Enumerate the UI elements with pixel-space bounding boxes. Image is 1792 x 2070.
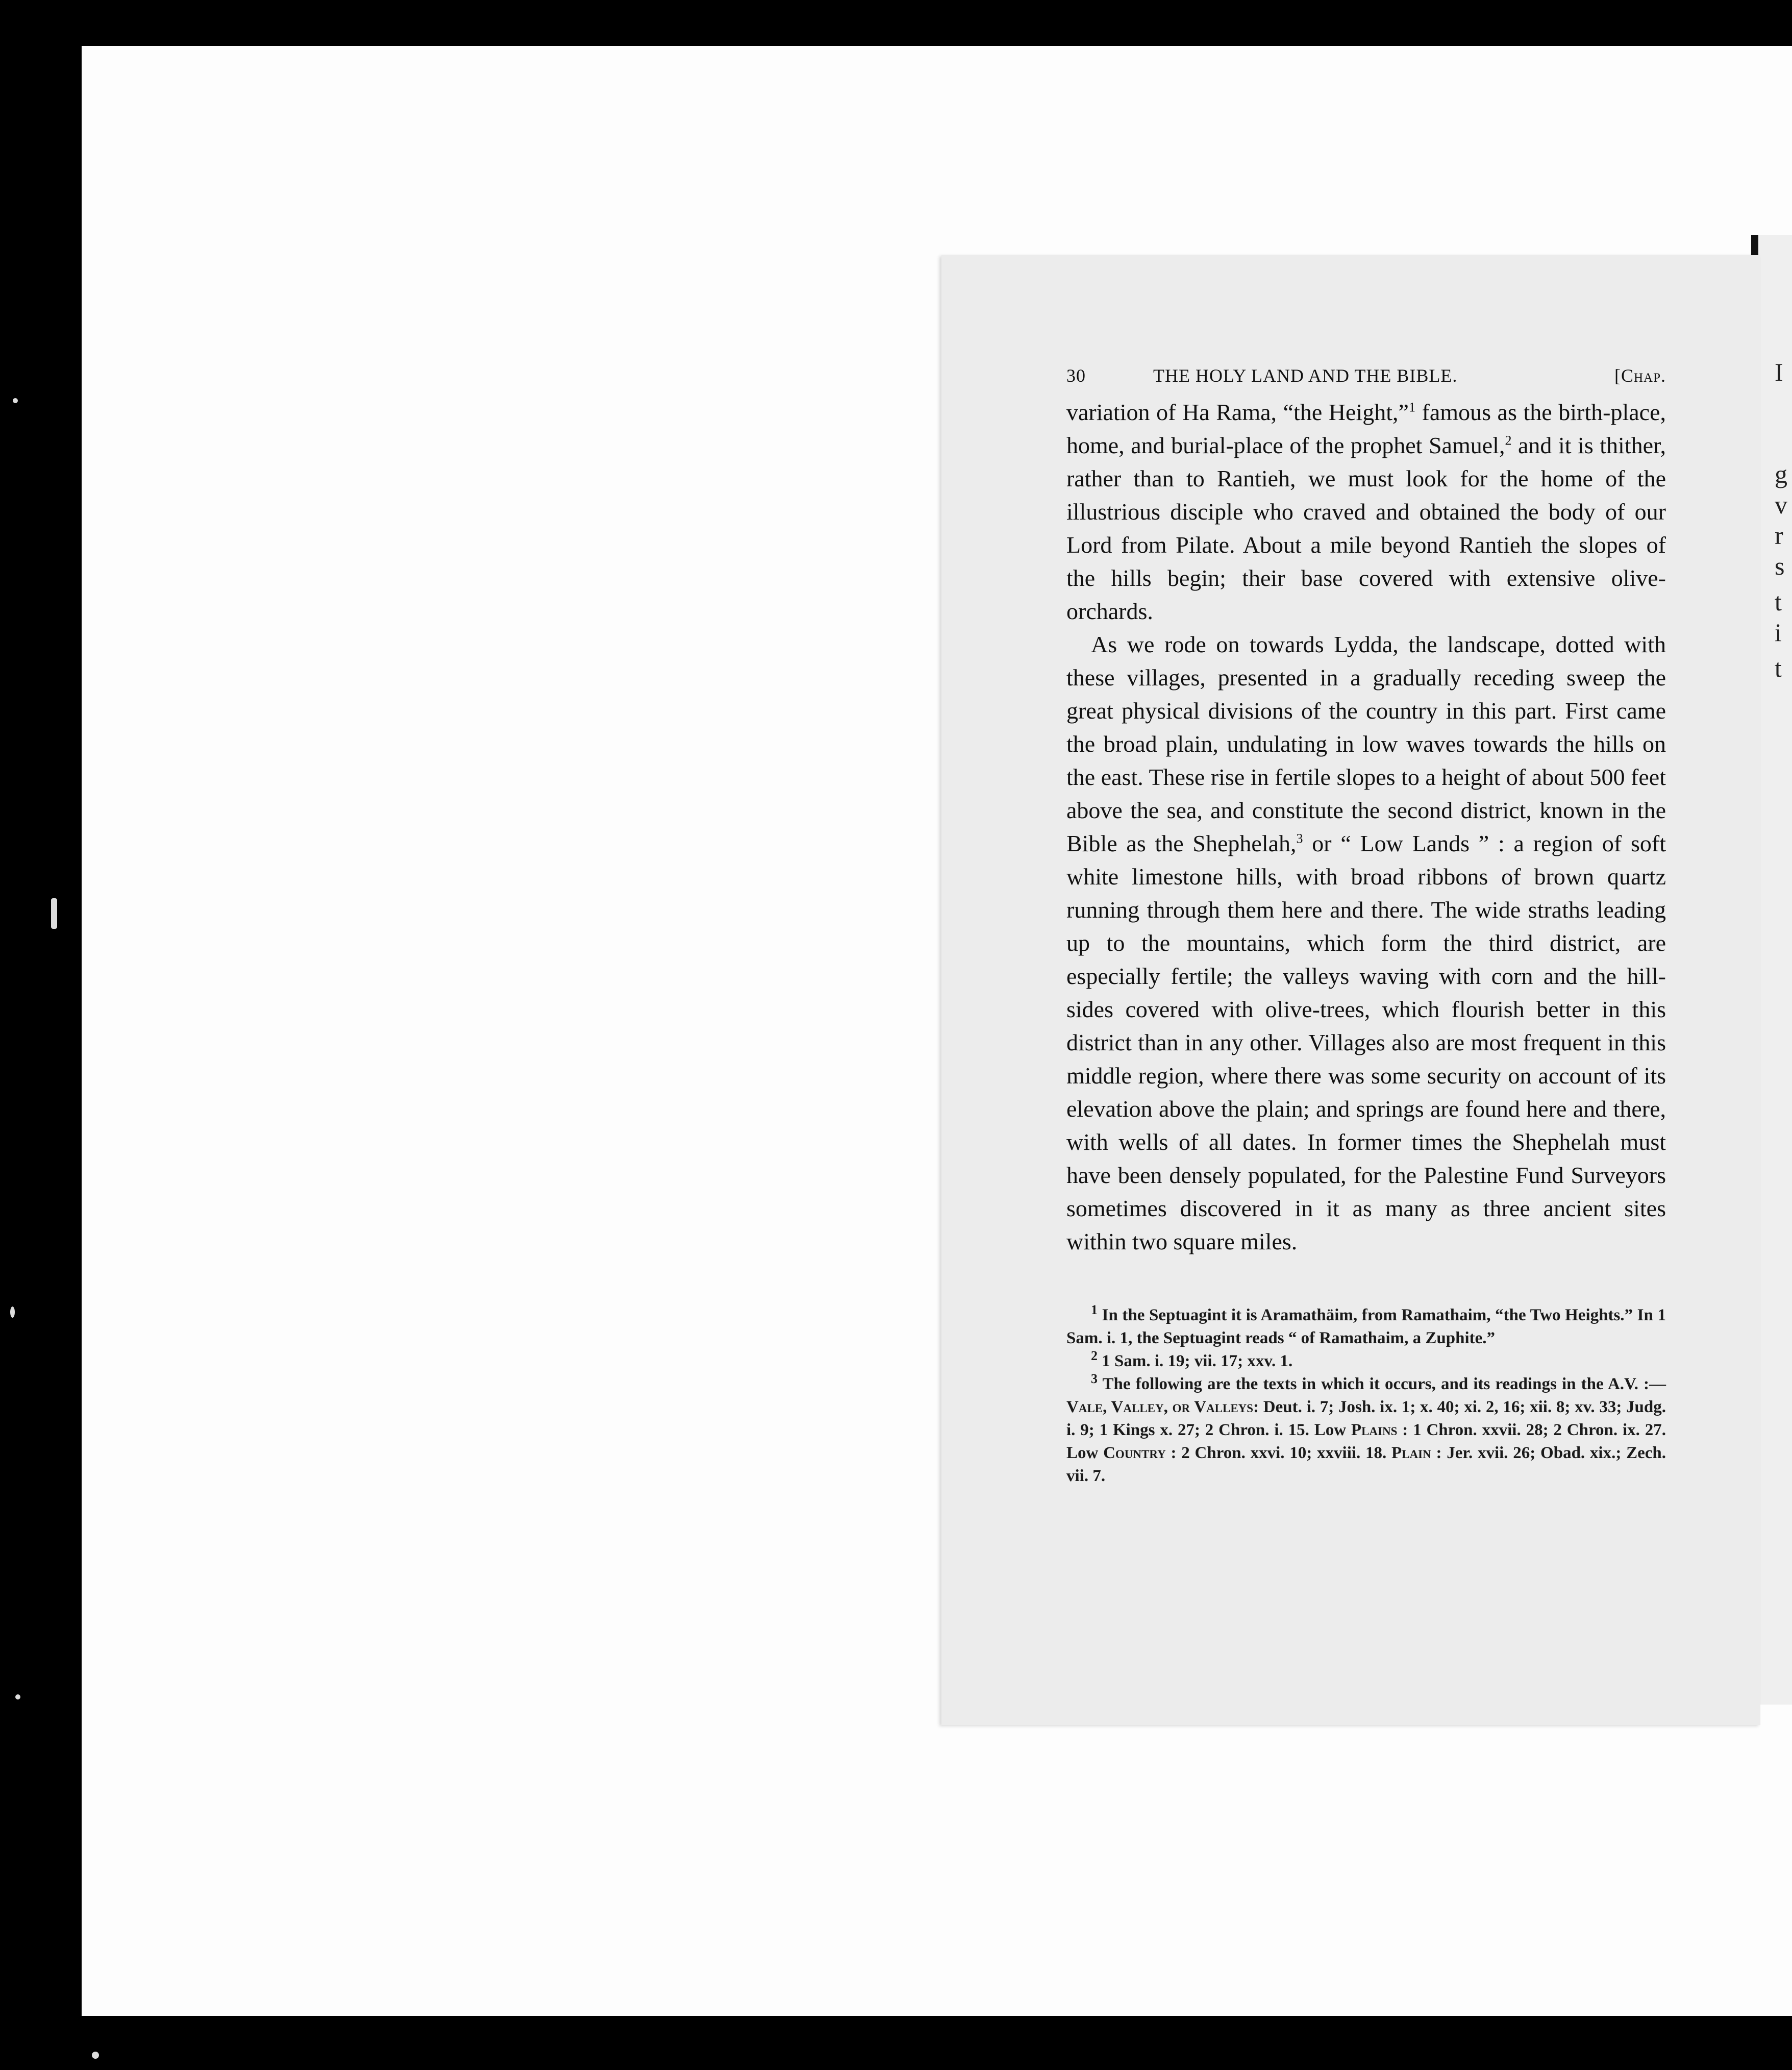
- text-run: famous as the birth-place, home, and burial-place of the prophet Samuel,: [1066, 399, 1666, 458]
- text-run: variation of Ha Rama, “the Height,”: [1066, 399, 1409, 425]
- footnote-marker: 2: [1505, 433, 1512, 448]
- body-paragraph: [1066, 628, 1666, 1258]
- small-caps-term: Vale, Valley, or Valleys: [1066, 1398, 1254, 1416]
- footnote: [1066, 1304, 1666, 1350]
- text-run: and it is thither, rather than to Rantieh, we must look for the home of the illustrious disciple who craved and obtained the body of our Lord from Pilate. About a mile beyond Rantieh the slopes of the hills begin; their base covered with extensive olive-orchards.: [1066, 432, 1666, 624]
- footnote-marker: 2: [1091, 1348, 1098, 1363]
- body-paragraph: [1066, 396, 1666, 628]
- scan-speck: [15, 1694, 20, 1699]
- adjacent-page-letter: v: [1775, 490, 1787, 519]
- page-content: [1066, 365, 1666, 1488]
- small-caps-term: Plain: [1391, 1444, 1431, 1462]
- text-run: : Jer. xvii. 26; Obad. xix.; Zech. vii. 7.: [1066, 1444, 1666, 1485]
- text-run: In the Septuagint it is Aramathäim, from Ramathaim, “the Two Heights.” In 1 Sam. i. 1, the Septuagint reads “ of Ramathaim, a Zuphite.”: [1066, 1306, 1666, 1347]
- scan-speck: [10, 1307, 15, 1318]
- adjacent-page-letter: t: [1775, 587, 1782, 616]
- running-title: THE HOLY LAND AND THE BIBLE.: [1153, 365, 1458, 386]
- footnote-marker: 3: [1296, 831, 1303, 846]
- scan-speck: [13, 398, 18, 403]
- scan-speck: [51, 898, 57, 929]
- scan-speck: [92, 2052, 99, 2059]
- body-text: [1066, 396, 1666, 1258]
- adjacent-page-letter: r: [1775, 521, 1783, 550]
- text-run: As we rode on towards Lydda, the landscape, dotted with these villages, presented in a gradually receding sweep the great physical divisions of the country in this part. First came the broad plain, undulating in low waves towards the hills on the east. These rise in fertile slopes to a height of about 500 feet above the sea, and constitute the second district, known in the Bible as the Shephelah,: [1066, 631, 1666, 856]
- adjacent-page-letter: i: [1775, 618, 1782, 647]
- footnote-marker: 3: [1091, 1371, 1098, 1386]
- adjacent-page-fragments: [1775, 0, 1792, 2070]
- text-run: : 1 Chron. xxvii. 28; 2 Chron. ix. 27. Low: [1066, 1421, 1666, 1462]
- text-run: 1 Sam. i. 19; vii. 17; xxv. 1.: [1098, 1352, 1293, 1370]
- text-run: The following are the texts in which it occurs, and its readings in the A.V. :—: [1098, 1375, 1666, 1393]
- small-caps-term: Plains: [1351, 1421, 1398, 1439]
- small-caps-term: Country: [1103, 1444, 1166, 1462]
- adjacent-page-letter: g: [1775, 460, 1787, 488]
- footnote-marker: 1: [1408, 400, 1415, 415]
- text-run: or “ Low Lands ” : a region of soft white limestone hills, with broad ribbons of brown quartz running through them here and there. The wide straths leading up to the mountains, which form the third district, are especially fertile; the valleys waving with corn and the hill-sides covered with olive-trees, which flourish better in this district than in any other. Villages also are most frequent in this middle region, where there was some security on account of its elevation above the plain; and springs are found here and there, with wells of all dates. In former times the Shephelah must have been densely populated, for the Palestine Fund Surveyors sometimes discovered in it as many as three ancient sites within two square miles.: [1066, 830, 1666, 1254]
- adjacent-page-letter: t: [1775, 654, 1782, 682]
- adjacent-page-letter: I: [1775, 358, 1783, 386]
- adjacent-page-letter: s: [1775, 552, 1785, 580]
- running-head: [1066, 365, 1666, 396]
- footnote: [1066, 1350, 1666, 1373]
- text-run: : Deut. i. 7; Josh. ix. 1; x. 40; xi. 2, 16; xii. 8; xv. 33; Judg. i. 9; 1 Kings x. 27; 2 Chron. i. 15. Low: [1066, 1398, 1666, 1439]
- footnote-marker: 1: [1091, 1302, 1098, 1317]
- page-number: 30: [1066, 365, 1086, 386]
- footnotes: [1066, 1304, 1666, 1488]
- footnote: [1066, 1373, 1666, 1488]
- running-chapter: [Chap.: [1614, 365, 1666, 386]
- text-run: : 2 Chron. xxvi. 10; xxviii. 18.: [1165, 1444, 1392, 1462]
- book-page: [941, 255, 1760, 1725]
